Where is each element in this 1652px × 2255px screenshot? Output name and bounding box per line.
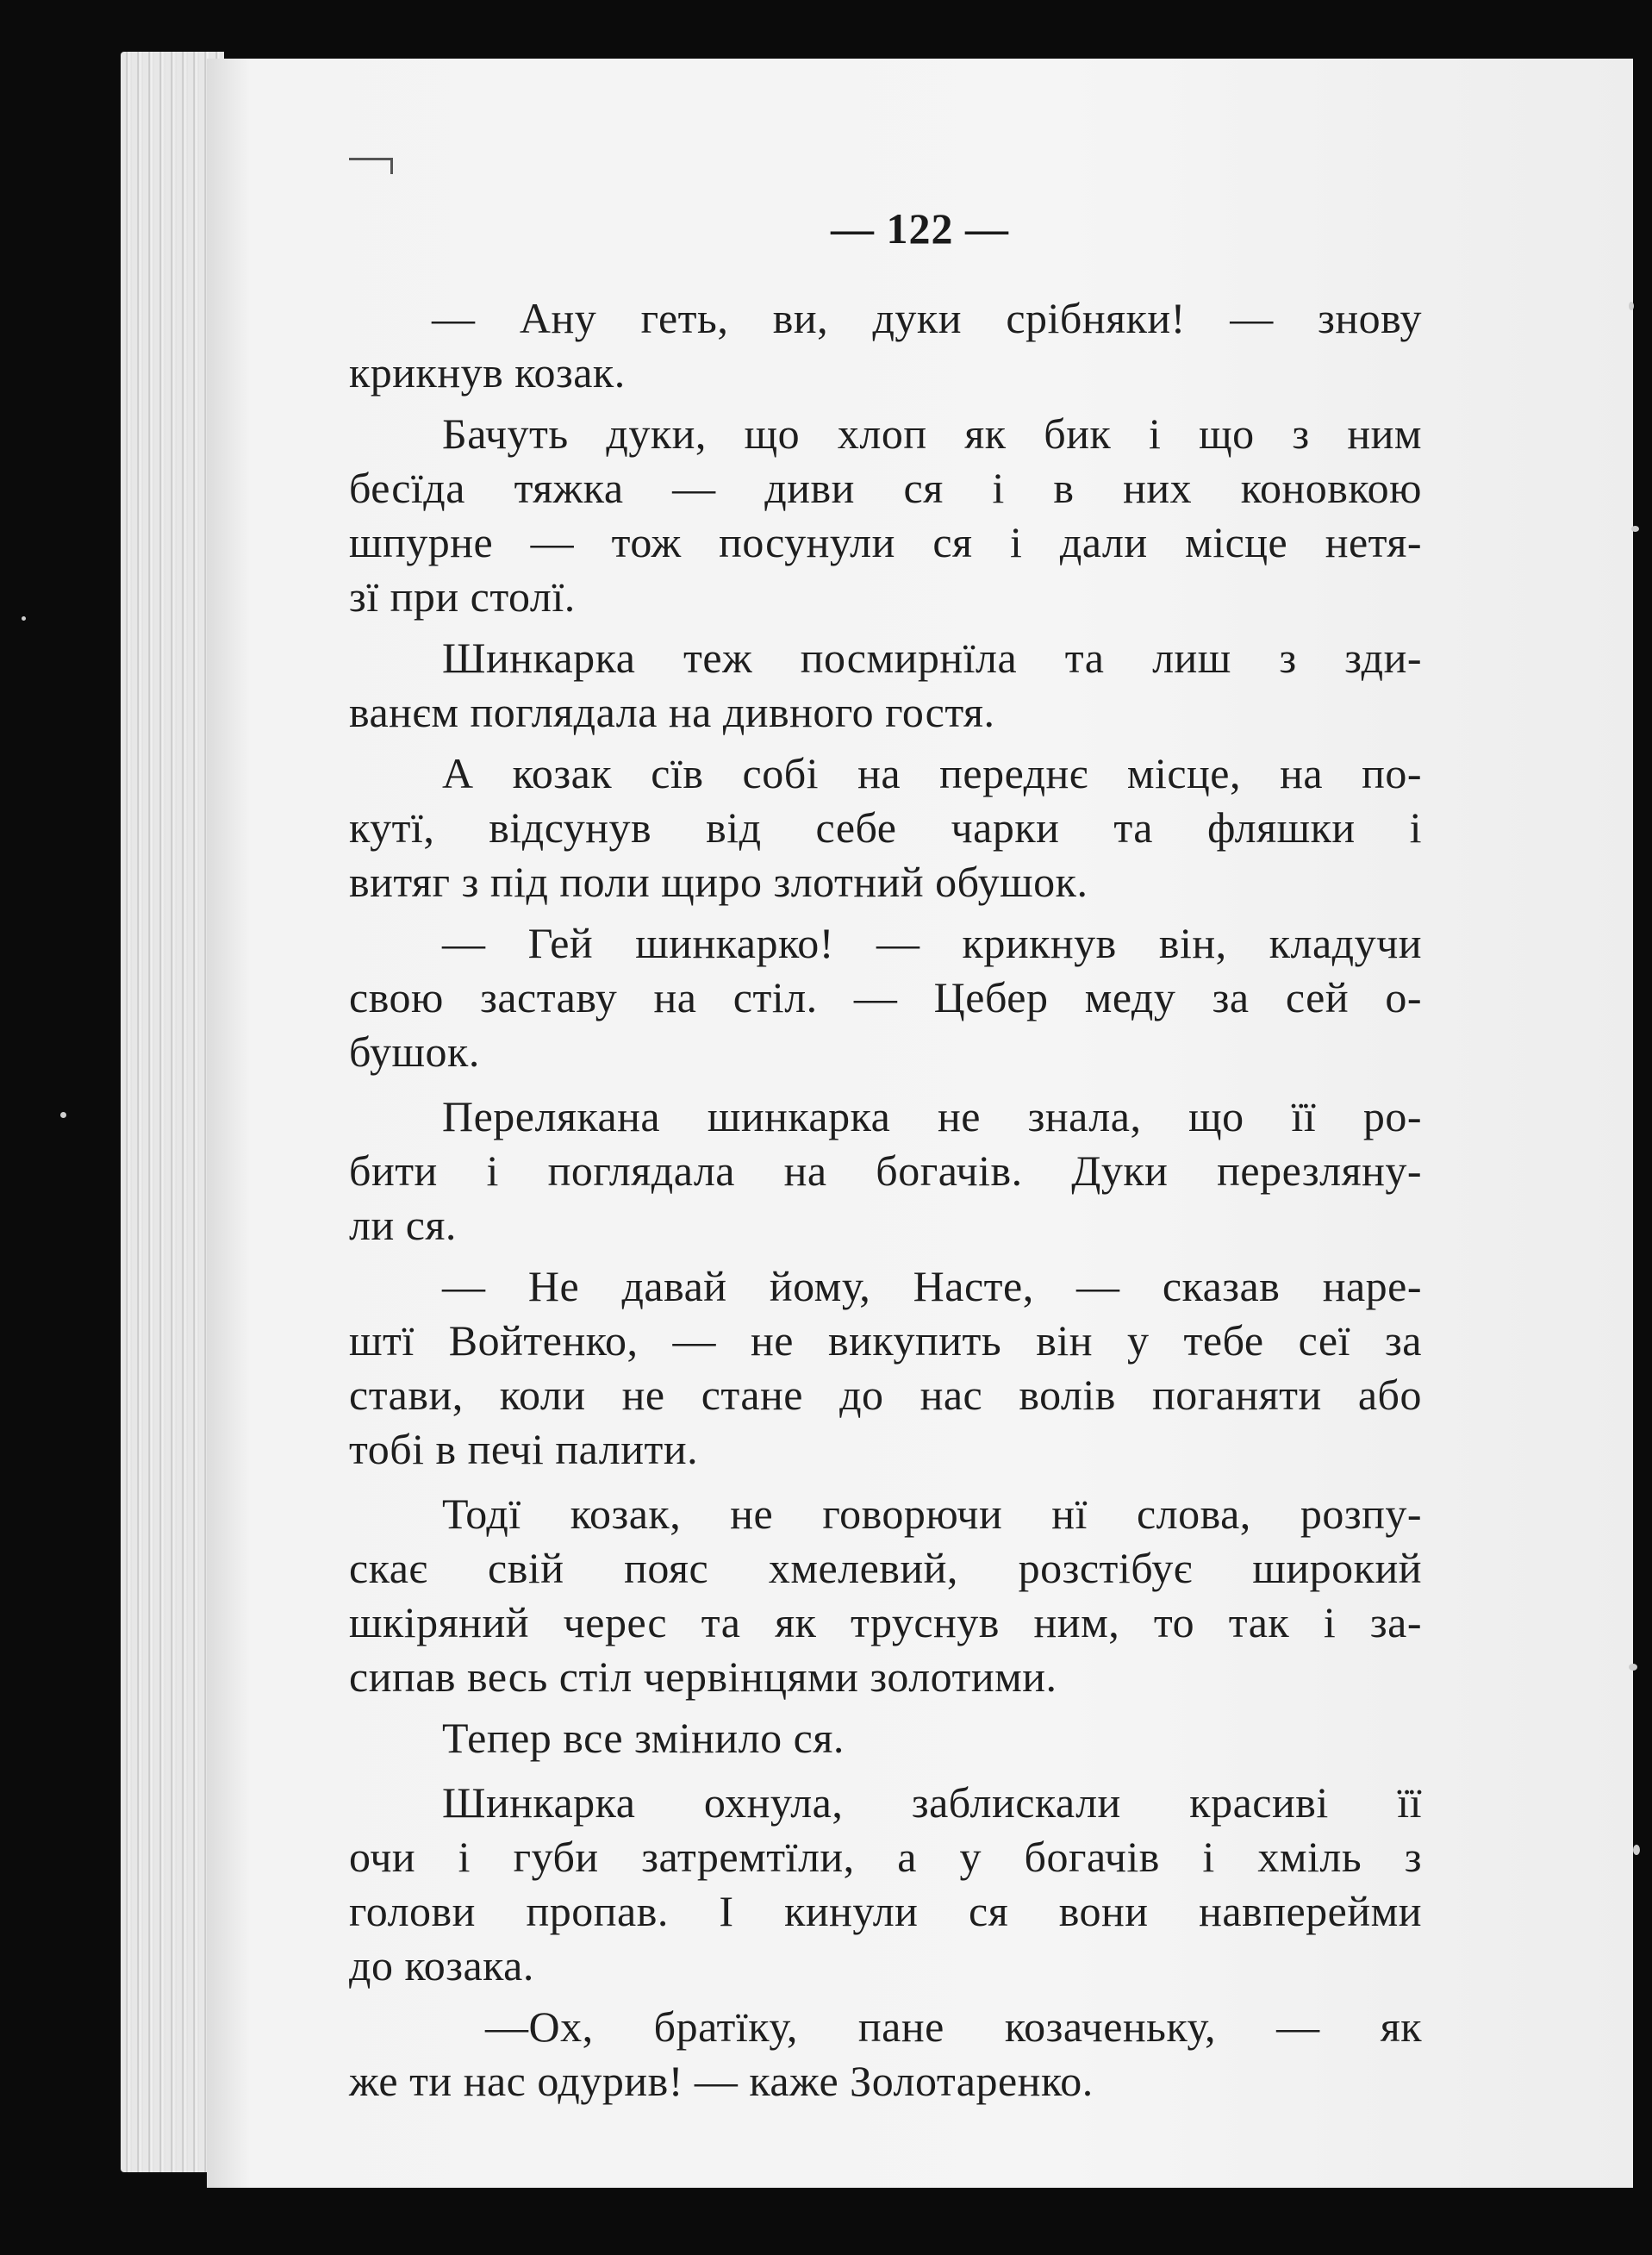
text-line: витяг з під поли щиро злотний обушок.	[349, 858, 1088, 906]
paragraph	[349, 2000, 1422, 2108]
text-line: свою заставу на стіл. — Цебер меду за сей о-	[349, 973, 1422, 1021]
text-line: Тепер все змінило ся.	[442, 1714, 845, 1762]
text-line: Бачуть дуки, що хлоп як бик і що з ним	[442, 409, 1422, 458]
text-line: Шинкарка теж посмирнїла та лиш з зди-	[442, 634, 1422, 682]
text-line: — Гей шинкарко! — крикнув він, кладучи	[442, 919, 1422, 967]
text-line: тобі в печі палити.	[349, 1425, 699, 1473]
text-line: Шинкарка охнула, заблискали красиві її	[442, 1778, 1422, 1827]
corner-mark	[349, 158, 393, 174]
text-line: А козак сїв собі на переднє місце, на по-	[442, 749, 1422, 797]
text-line: зї при столї.	[349, 572, 576, 621]
page-number: — 122 —	[831, 204, 1009, 253]
paragraph	[349, 1776, 1422, 1993]
page-text	[349, 291, 1422, 2108]
text-line: стави, коли не стане до нас волів поганяти або	[349, 1371, 1422, 1419]
text-line: бесїда тяжка — диви ся і в них коновкою	[349, 464, 1422, 512]
scan-speck	[1633, 1845, 1640, 1855]
text-line: крикнув козак.	[349, 348, 626, 397]
paragraph	[349, 916, 1422, 1079]
text-line: ли ся.	[349, 1201, 457, 1249]
paragraph	[349, 1090, 1422, 1252]
text-line: Перелякана шинкарка не знала, що її ро-	[442, 1092, 1422, 1140]
text-line: — Ану геть, ви, дуки срібняки! — знову	[432, 294, 1422, 342]
paragraph	[349, 746, 1422, 909]
paragraph	[349, 1259, 1422, 1477]
text-line: сипав весь стіл червінцями золотими.	[349, 1652, 1057, 1701]
text-line: кутї, відсунув від себе чарки та фляшки і	[349, 803, 1422, 852]
text-line: штї Войтенко, — не викупить він у тебе сеї за	[349, 1316, 1422, 1365]
text-line: же ти нас одурив! — каже Золотаренко.	[349, 2057, 1094, 2105]
scan-speck	[1631, 526, 1639, 532]
text-line: ванєм поглядала на дивного гостя.	[349, 688, 995, 736]
book-page	[207, 59, 1633, 2188]
text-line: — Не давай йому, Насте, — сказав наре-	[442, 1262, 1422, 1310]
paragraph	[349, 1711, 1422, 1765]
paragraph	[349, 1487, 1422, 1704]
paragraph	[349, 291, 1422, 400]
paragraph	[349, 631, 1422, 740]
scan-speck	[1629, 302, 1634, 310]
text-line: бити і поглядала на богачів. Дуки перезляну-	[349, 1146, 1422, 1195]
text-line: шпурне — тож посунули ся і дали місце нетя-	[349, 518, 1422, 566]
scan-speck	[1629, 1664, 1637, 1671]
text-line: голови пропав. І кинули ся вони навперейми	[349, 1887, 1422, 1935]
text-line: Тодї козак, не говорючи нї слова, розпу-	[442, 1490, 1422, 1538]
text-line: шкіряний черес та як труснув ним, то так і за-	[349, 1598, 1422, 1646]
text-line: очи і губи затремтїли, а у богачів і хміль з	[349, 1833, 1422, 1881]
text-line: —Ох, братїку, пане козаченьку, — як	[485, 2002, 1422, 2051]
text-line: скає свій пояс хмелевий, розстібує широкий	[349, 1544, 1422, 1592]
scan-speck	[60, 1112, 66, 1118]
text-line: бушок.	[349, 1028, 480, 1076]
text-line: до козака.	[349, 1941, 534, 1990]
paragraph	[349, 407, 1422, 624]
scan-speck	[22, 616, 26, 621]
